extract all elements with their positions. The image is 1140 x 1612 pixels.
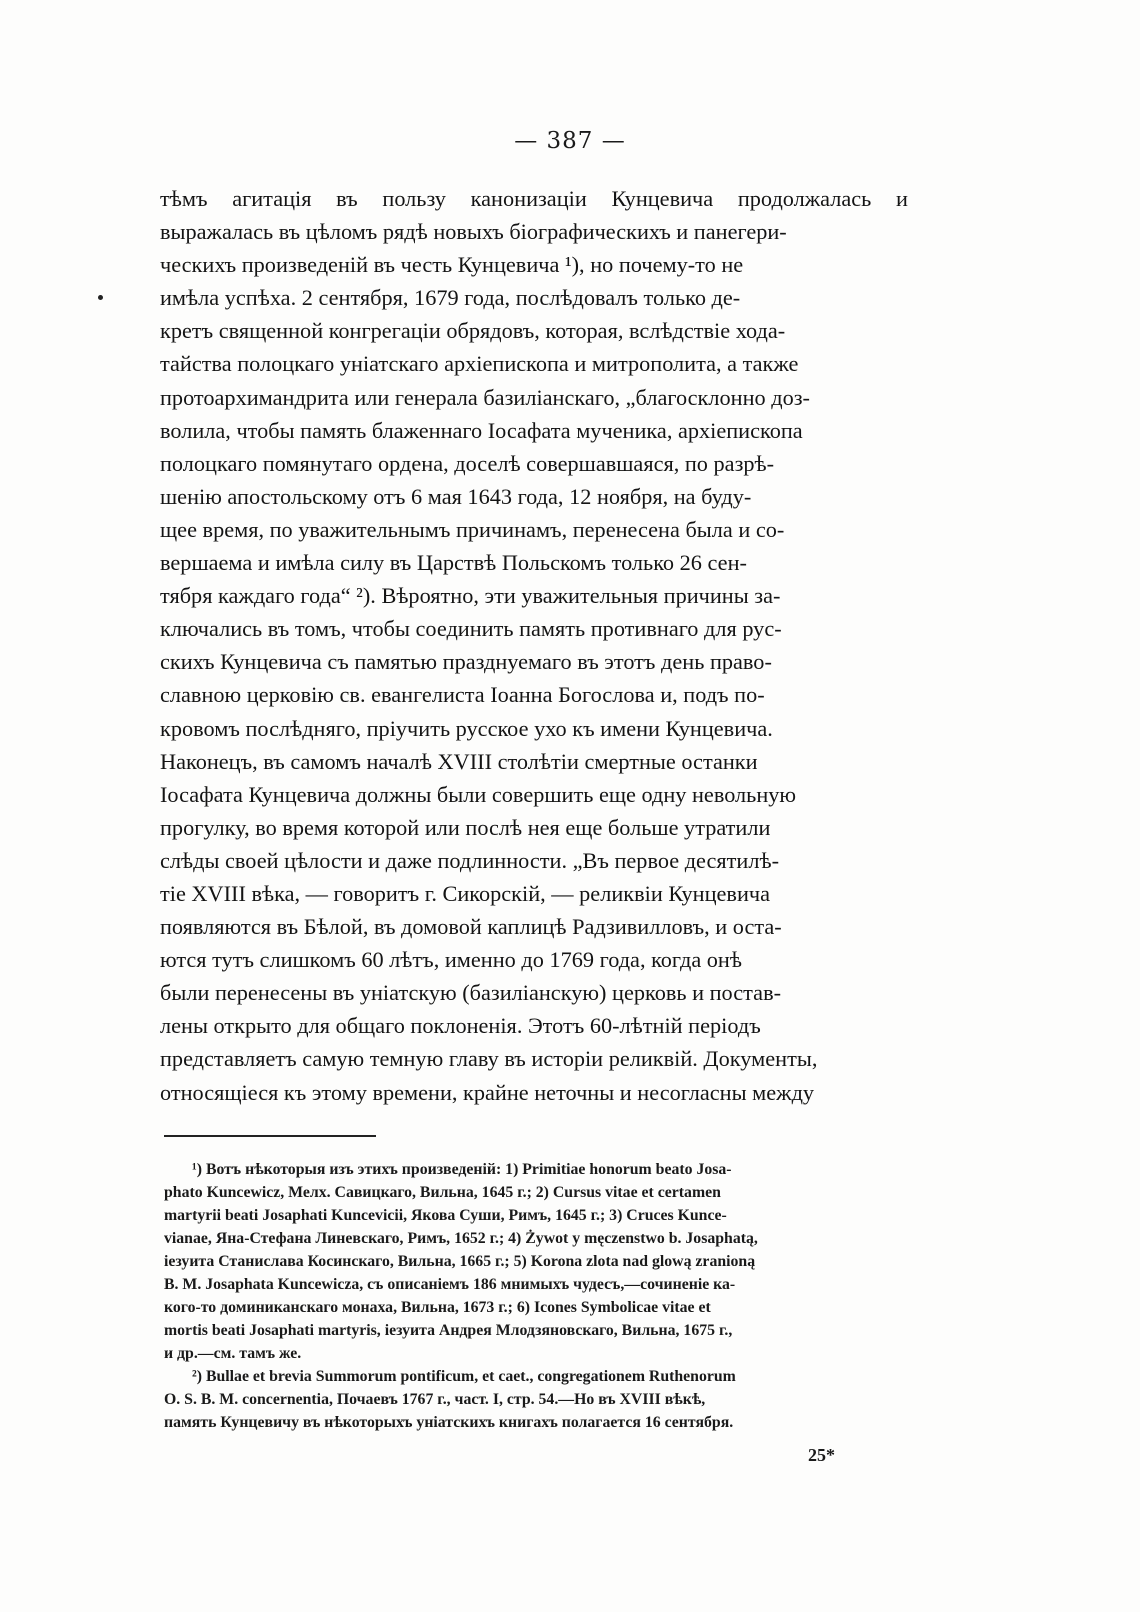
footnote-line: ¹) Вотъ нѣкоторыя изъ этихъ произведеній: 1) Primitiae honorum beato Josa-: [192, 1161, 732, 1178]
text-line: кровомъ послѣдняго, пріучить русское ухо къ имени Кунцевича.: [160, 715, 773, 741]
text-line: шенію апостольскому отъ 6 мая 1643 года, 12 ноября, на буду-: [160, 483, 752, 509]
footnotes: [164, 1158, 906, 1434]
text-line: тіе XVIII вѣка, — говоритъ г. Сикорскій, — реликвіи Кунцевича: [160, 880, 770, 906]
text-line: ются тутъ слишкомъ 60 лѣтъ, именно до 1769 года, когда онѣ: [160, 947, 742, 973]
text-line: славною церковію св. евангелиста Іоанна Богослова и, подъ по-: [160, 682, 765, 708]
footnote-line: іезуита Станислава Косинскаго, Вильна, 1665 г.; 5) Korona zlota nad glową zranioną: [164, 1253, 756, 1270]
page-number: — 387 —: [514, 128, 626, 154]
text-line: волила, чтобы память блаженнаго Іосафата мученика, архіепископа: [160, 417, 803, 443]
text-line: тября каждаго года“ ²). Вѣроятно, эти уважительныя причины за-: [160, 583, 781, 609]
footnote-line: vianae, Яна-Стефана Линевскаго, Римъ, 1652 г.; 4) Żywot y męczenstwo b. Josaphatą,: [164, 1230, 758, 1247]
text-line: лены открыто для общаго поклоненія. Этотъ 60-лѣтній періодъ: [160, 1013, 761, 1039]
text-line: появляются въ Бѣлой, въ домовой каплицѣ Радзивилловъ, и оста-: [160, 914, 782, 940]
text-line: слѣды своей цѣлости и даже подлинности. „Въ первое десятилѣ-: [160, 847, 779, 873]
footnote-line: и др.—см. тамъ же.: [164, 1345, 302, 1362]
text-line: прогулку, во время которой или послѣ нея еще больше утратили: [160, 814, 771, 840]
text-line: имѣла успѣха. 2 сентября, 1679 года, послѣдовалъ только де-: [160, 285, 741, 311]
footnote-line: martyrii beati Josaphati Kuncevicii, Якова Суши, Римъ, 1645 г.; 3) Cruces Kunce-: [164, 1207, 727, 1224]
text-line: щее время, по уважительнымъ причинамъ, перенесена была и со-: [160, 516, 785, 542]
margin-dot-mark: [98, 295, 103, 300]
footnote-line: ²) Bullae et brevia Summorum pontificum, et caet., congregationem Ruthenorum: [192, 1368, 736, 1385]
text-line: тѣмъ агитація въ пользу канонизаціи Кунцевича продолжалась и: [160, 186, 908, 211]
main-text: [160, 182, 908, 1109]
footnote-line: phato Kuncewicz, Мелх. Савицкаго, Вильна, 1645 г.; 2) Cursus vitae et certamen: [164, 1184, 721, 1201]
text-line: ческихъ произведеній въ честь Кунцевича ¹), но почему-то не: [160, 252, 744, 278]
text-line: кретъ священной конгрегаціи обрядовъ, которая, вслѣдствіе хода-: [160, 318, 786, 344]
text-line: Наконецъ, въ самомъ началѣ XVIII столѣтіи смертные останки: [160, 748, 758, 774]
footnote-line: память Кунцевичу въ нѣкоторыхъ уніатскихъ книгахъ полагается 16 сентября.: [164, 1414, 734, 1431]
text-line: относящіеся къ этому времени, крайне неточны и несогласны между: [160, 1079, 815, 1105]
text-line: полоцкаго помянутаго ордена, доселѣ совершавшаяся, по разрѣ-: [160, 450, 775, 476]
footnote-line: кого-то доминиканскаго монаха, Вильна, 1673 г.; 6) Icones Symbolicae vitae et: [164, 1299, 711, 1316]
text-line: протоархимандрита или генерала базиліанскаго, „благосклонно доз-: [160, 384, 810, 410]
printer-signature: 25*: [808, 1445, 835, 1465]
footnote-divider: [164, 1135, 376, 1137]
text-line: тайства полоцкаго уніатскаго архіепископа и митрополита, а также: [160, 351, 799, 377]
text-line: скихъ Кунцевича съ памятью празднуемаго въ этотъ день право-: [160, 649, 772, 675]
text-line: вершаема и имѣла силу въ Царствѣ Польскомъ только 26 сен-: [160, 550, 747, 576]
footnote-line: mortis beati Josaphati martyris, іезуита Андрея Млодзяновскаго, Вильна, 1675 г.,: [164, 1322, 733, 1339]
text-line: были перенесены въ уніатскую (базиліанскую) церковь и постав-: [160, 980, 782, 1006]
text-line: представляетъ самую темную главу въ исторіи реликвій. Документы,: [160, 1046, 818, 1072]
footnote-line: B. M. Josaphata Kuncewicza, съ описаніемъ 186 мнимыхъ чудесъ,—сочиненіе ка-: [164, 1276, 736, 1293]
text-line: ключались въ томъ, чтобы соединить память противнаго для рус-: [160, 616, 782, 642]
footnote-line: O. S. B. M. concernentia, Почаевъ 1767 г., част. I, стр. 54.—Но въ XVIII вѣкѣ,: [164, 1391, 706, 1408]
text-line: выражалась въ цѣломъ рядѣ новыхъ біографическихъ и панегери-: [160, 219, 787, 245]
text-line: Іосафата Кунцевича должны были совершить еще одну невольную: [160, 781, 797, 807]
